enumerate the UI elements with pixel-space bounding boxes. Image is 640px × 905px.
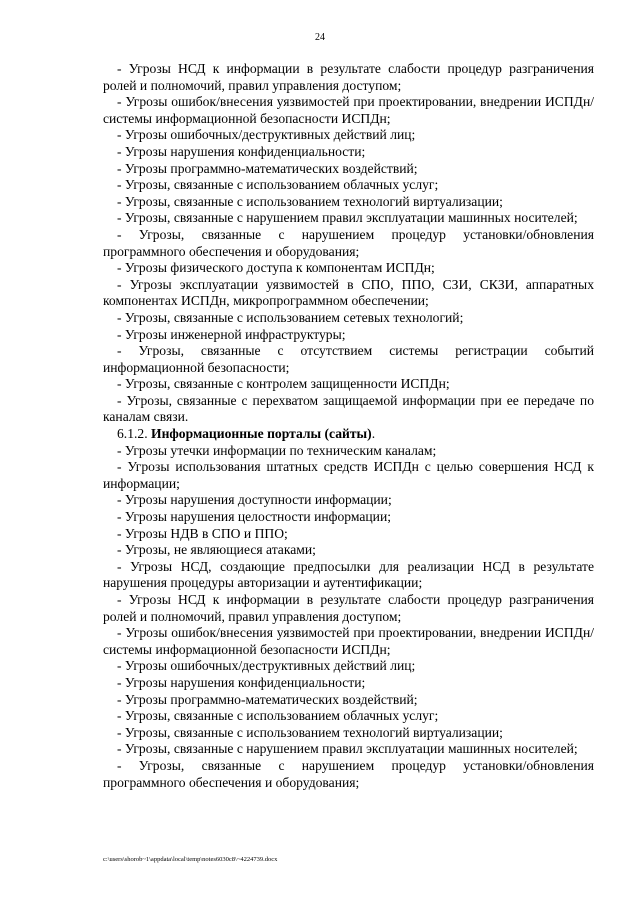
list-item: - Угрозы, связанные с отсутствием системы регистрации событий информационной безопасности; xyxy=(103,343,594,375)
list-item: - Угрозы нарушения доступности информации; xyxy=(117,492,392,508)
section-title: Информационные порталы (сайты) xyxy=(151,426,372,442)
list-item: - Угрозы НСД к информации в результате слабости процедур разграничения ролей и полномочий, правил управления доступом; xyxy=(103,61,594,93)
list-item: - Угрозы, связанные с использованием технологий виртуализации; xyxy=(117,193,503,209)
list-item: - Угрозы, связанные с нарушением правил эксплуатации машинных носителей; xyxy=(117,210,578,226)
threat-list-after xyxy=(103,443,594,791)
list-item: - Угрозы НСД к информации в результате слабости процедур разграничения ролей и полномочий, правил управления доступом; xyxy=(103,592,594,624)
list-item: - Угрозы, связанные с нарушением процедур установки/обновления программного обеспечения и оборудования; xyxy=(103,757,594,790)
list-item: - Угрозы программно-математических воздействий; xyxy=(117,691,418,707)
list-item: - Угрозы программно-математических воздействий; xyxy=(117,160,418,176)
list-item: - Угрозы, связанные с перехватом защищаемой информации при ее передаче по каналам связи. xyxy=(103,392,594,425)
list-item: - Угрозы, связанные с нарушением процедур установки/обновления программного обеспечения и оборудования; xyxy=(103,226,594,259)
section-title-end: . xyxy=(371,426,376,442)
list-item: - Угрозы ошибок/внесения уязвимостей при проектировании, внедрении ИСПДн/системы информационной безопасности ИСПДн; xyxy=(103,94,594,126)
list-item: - Угрозы утечки информации по техническим каналам; xyxy=(117,442,437,458)
list-item: - Угрозы физического доступа к компонентам ИСПДн; xyxy=(117,260,435,276)
list-item: - Угрозы инженерной инфраструктуры; xyxy=(117,326,346,342)
list-item: - Угрозы, не являющиеся атаками; xyxy=(117,542,316,558)
document-body xyxy=(103,61,594,791)
list-item: - Угрозы, связанные с использованием технологий виртуализации; xyxy=(117,724,503,740)
page-number: 24 xyxy=(315,32,325,43)
list-item: - Угрозы ошибок/внесения уязвимостей при проектировании, внедрении ИСПДн/системы информационной безопасности ИСПДн; xyxy=(103,625,594,657)
list-item: - Угрозы, связанные с контролем защищенности ИСПДн; xyxy=(117,376,450,392)
threat-list-before xyxy=(103,61,594,426)
list-item: - Угрозы нарушения конфиденциальности; xyxy=(117,674,366,690)
list-item: - Угрозы ошибочных/деструктивных действий лиц; xyxy=(117,127,416,143)
list-item: - Угрозы, связанные с использованием сетевых технологий; xyxy=(117,309,464,325)
list-item: - Угрозы, связанные с использованием облачных услуг; xyxy=(117,177,439,193)
list-item: - Угрозы использования штатных средств ИСПДн с целью совершения НСД к информации; xyxy=(103,459,594,491)
list-item: - Угрозы ошибочных/деструктивных действий лиц; xyxy=(117,658,416,674)
list-item: - Угрозы эксплуатации уязвимостей в СПО, ППО, СЗИ, СКЗИ, аппаратных компонентах ИСПДн, микропрограммном обеспечении; xyxy=(103,276,594,309)
section-number: 6.1.2. xyxy=(117,426,148,442)
list-item: - Угрозы, связанные с использованием облачных услуг; xyxy=(117,708,439,724)
list-item: - Угрозы нарушения целостности информации; xyxy=(117,509,391,525)
section-heading xyxy=(103,426,594,443)
list-item: - Угрозы НДВ в СПО и ППО; xyxy=(117,525,288,541)
list-item: - Угрозы, связанные с нарушением правил эксплуатации машинных носителей; xyxy=(117,741,578,757)
list-item: - Угрозы НСД, создающие предпосылки для реализации НСД в результате нарушения процедуры авторизации и аутентификации; xyxy=(103,558,594,591)
footer-file-path: c:\users\shorob~1\appdata\local\temp\notes6030c8\~4224739.docx xyxy=(103,856,278,863)
list-item: - Угрозы нарушения конфиденциальности; xyxy=(117,143,366,159)
